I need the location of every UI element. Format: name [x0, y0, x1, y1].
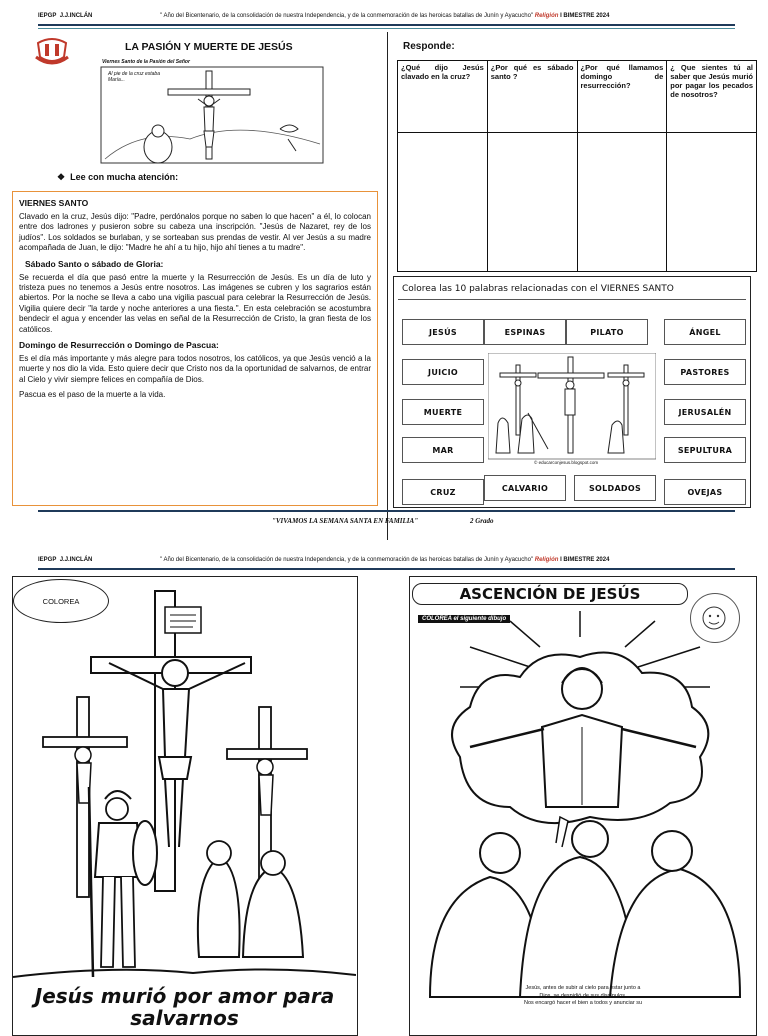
answer-cell-2[interactable]: [487, 133, 577, 272]
reading-instruction: ❖ Lee con mucha atención:: [57, 172, 179, 182]
footer-motto: "VIVAMOS LA SEMANA SANTA EN FAMILIA": [272, 517, 419, 525]
school-crest-icon: [34, 35, 70, 67]
header-teacher: J.J.INCLÁN: [59, 13, 93, 19]
section-heading-domingo: Domingo de Resurrección o Domingo de Pascua:: [19, 340, 219, 351]
answer-cell-4[interactable]: [667, 133, 757, 272]
word-tile[interactable]: ESPINAS: [484, 319, 566, 345]
section-text-sabado: Se recuerda el día que pasó entre la muerte y la Resurrección de Jesús. Es un día de luto y tristeza pues no tenemos a Jesús entre nosotros. Las imágenes se cubren y los sagrarios están abiertos. Por la noche se lleva a cabo una vigilia pascual para celebrar la Resurrección de Jesús. Vigilia quiere decir "la tarde y noche anteriores a una fiesta.". En esta celebración se acostumbra bendecir el agua y encender las velas en señal de la Resurrección de Cristo, la gran fiesta de los católicos.: [19, 272, 371, 334]
word-tile[interactable]: JERUSALÉN: [664, 399, 746, 425]
word-tile[interactable]: SEPULTURA: [664, 437, 746, 463]
section-text-domingo: Es el día más importante y más alegre para todos nosotros, los católicos, ya que Jesús venció a la muerte y nos dio la vida. Esto quiere decir que Cristo nos da la oportunidad de salvarnos, de entrar al Cielo y vivir siempre felices en compañía de Dios.: [19, 354, 371, 384]
section-text-viernes: Clavado en la cruz, Jesús dijo: "Padre, perdónalos porque no saben lo que hacen" a él, lo colocan entre dos ladrones y pusieron sobre su cabeza una inscripción. "Jesús de Nazaret, rey de los judíos". Los soldados se burlaban, y se sorteaban sus prendas de vestir. Al ver Jesús a su madre acompañada de Juan, le dijo: "Madre he ahí a tu hijo, hijo ahí tienes a tu madre".: [19, 212, 371, 253]
crucifixion-coloring-panel: [12, 576, 358, 1036]
word-tile[interactable]: JUICIO: [402, 359, 484, 385]
header2-rule: [38, 568, 735, 570]
ascension-drawing: [410, 607, 756, 1007]
crucifixion-illustration: [100, 59, 325, 164]
word-activity-box: [393, 276, 751, 508]
section-heading-viernes: VIERNES SANTO: [19, 198, 89, 208]
question-cell-3: ¿Por qué llamamos domingo de resurrección?: [577, 61, 667, 133]
ascension-instruction: COLOREA el siguiente dibujo: [418, 615, 510, 623]
section-heading-sabado: Sábado Santo o sábado de Gloria:: [25, 258, 164, 269]
word-tile[interactable]: SOLDADOS: [574, 475, 656, 501]
word-activity-rule: [398, 299, 746, 300]
header-period: I BIMESTRE 2024: [560, 13, 610, 19]
activity-credit: © educarconjesus.blogspot.com: [534, 460, 599, 465]
ascension-caption: Jesús, antes de subir al cielo para estar junto a Dios, se despidió de sus discípulos. Nos encargó hacer el bien a todos y anunciar su: [523, 985, 643, 1006]
word-activity-title: Colorea las 10 palabras relacionadas con el VIERNES SANTO: [402, 284, 674, 294]
word-tile[interactable]: CALVARIO: [484, 475, 566, 501]
illustration-caption-top: Viernes Santo de la Pasión del Señor: [102, 59, 190, 65]
header2-motto: " Año del Bicentenario, de la consolidación de nuestra Independencia, y de la conmemoración de las heroicas batallas de Junín y Ayacucho" Religión I BIMESTRE 2024: [160, 557, 610, 563]
answer-cell-3[interactable]: [577, 133, 667, 272]
word-tile[interactable]: ÁNGEL: [664, 319, 746, 345]
header-subject: Religión: [534, 13, 559, 19]
diamond-bullet-icon: ❖: [57, 172, 66, 182]
word-tile[interactable]: PASTORES: [664, 359, 746, 385]
ascension-coloring-panel: [409, 576, 757, 1036]
question-cell-2: ¿Por qué es sábado santo ?: [487, 61, 577, 133]
header2-school: IEPGP J.J.INCLÁN: [38, 557, 93, 563]
answer-cell-1[interactable]: [398, 133, 488, 272]
crucifixion-drawing: [13, 577, 356, 987]
header-rule-thin: [38, 28, 735, 29]
word-tile[interactable]: PILATO: [566, 319, 648, 345]
word-tile[interactable]: OVEJAS: [664, 479, 746, 505]
word-tile[interactable]: JESÚS: [402, 319, 484, 345]
footer-grade: 2 Grado: [470, 517, 494, 525]
header-rule: [38, 24, 735, 26]
colorea-oval: COLOREA: [13, 579, 109, 623]
header-motto: " Año del Bicentenario, de la consolidación de nuestra Independencia, y de la conmemoración de las heroicas batallas de Junín y Ayacucho" Religión I BIMESTRE 2024: [160, 13, 610, 19]
header-school: IEPGP J.J.INCLÁN: [38, 13, 93, 19]
word-tile[interactable]: MAR: [402, 437, 484, 463]
word-tile[interactable]: CRUZ: [402, 479, 484, 505]
crucifixion-caption: Jesús murió por amor para salvarnos: [34, 984, 335, 1030]
question-cell-4: ¿ Que sientes tú al saber que Jesús murió por pagar los pecados de nosotros?: [667, 61, 757, 133]
illustration-caption-inner: Al pie de la cruz estaba María...: [108, 71, 160, 83]
reading-box: [12, 191, 378, 506]
ascension-title: ASCENCIÓN DE JESÚS: [412, 583, 688, 605]
column-divider: [387, 32, 388, 540]
question-cell-1: ¿Qué dijo Jesús clavado en la cruz?: [398, 61, 488, 133]
section-text-pascua: Pascua es el paso de la muerte a la vida.: [19, 390, 166, 400]
word-tile[interactable]: MUERTE: [402, 399, 484, 425]
footer-rule: [38, 510, 735, 512]
page-title: LA PASIÓN Y MUERTE DE JESÚS: [125, 41, 293, 53]
calvary-illustration: [488, 353, 656, 469]
questions-table: [397, 60, 757, 272]
responde-label: Responde:: [403, 41, 455, 52]
